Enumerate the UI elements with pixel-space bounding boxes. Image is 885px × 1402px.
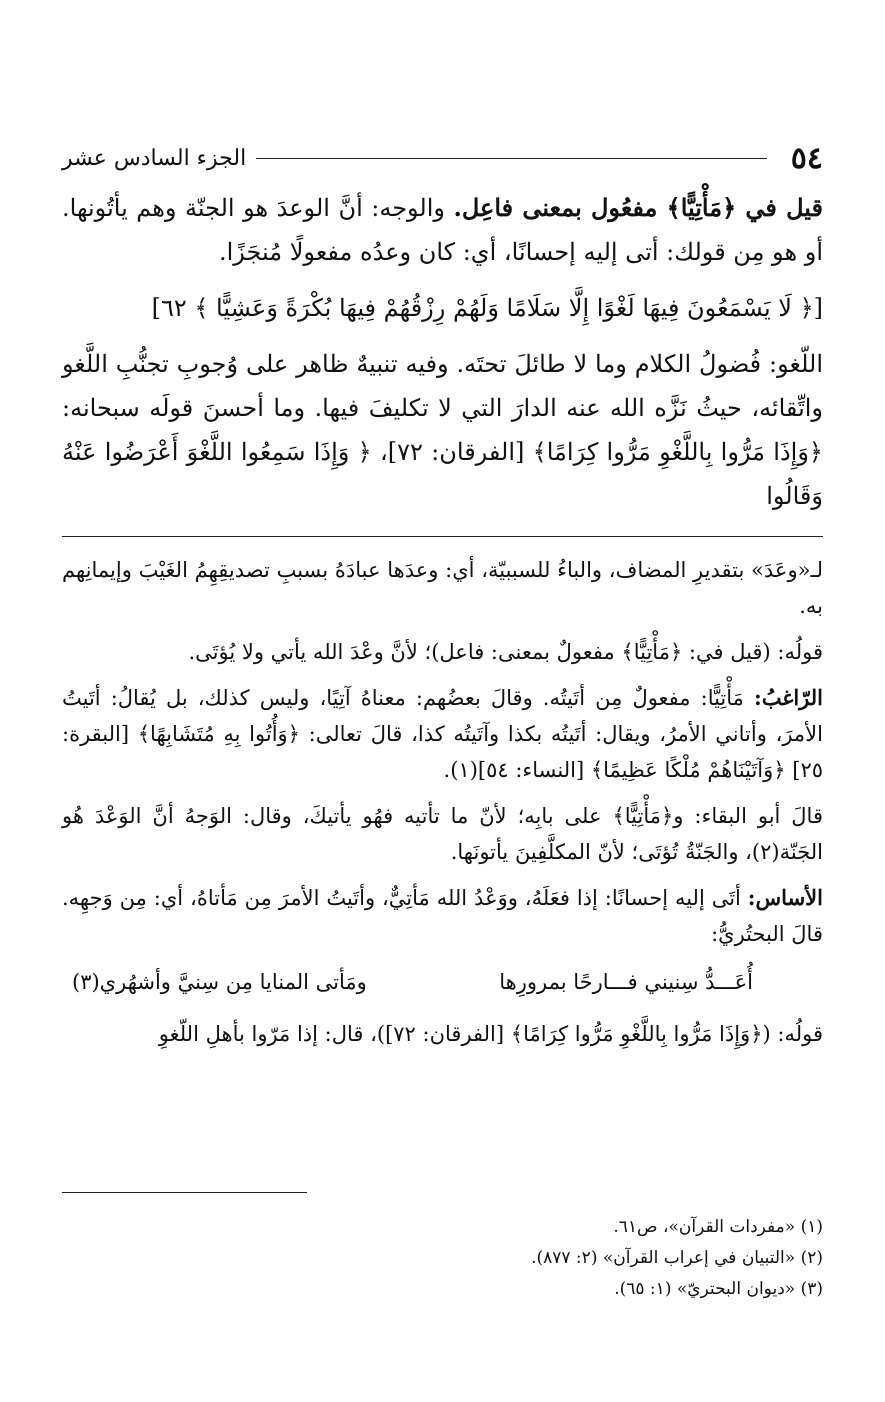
- commentary-paragraph-2: [62, 634, 823, 670]
- commentary-label-asas: الأساس:: [747, 885, 823, 910]
- commentary-paragraph-5: [62, 880, 823, 952]
- poem-verse: [62, 962, 823, 1002]
- main-paragraph-1: [62, 186, 823, 274]
- footnote-1: (١) «مفردات القرآن»، ص٦١.: [613, 1217, 823, 1237]
- commentary: [62, 552, 823, 1062]
- header-rule: [256, 158, 767, 159]
- commentary-paragraph-3-rest: مَأْتِيًّا: مفعولٌ مِن أتَيتُه. وقالَ بعضُهم: معناهُ آتِيًا، وليس كذلك، بل يُقالُ: أتَيتُ الأمرَ، وأتاني الأمرُ، ويقال: أتَيتُه بكذا وآتَيتُه كذا، قالَ تعالى: ﴿وَأُتُوا بِهِ مُتَشَابِهًا﴾ [البقرة: ٢٥] ﴿وَآتَيْنَاهُمْ مُلْكًا عَظِيمًا﴾ [النساء: ٥٤](١).: [62, 686, 823, 782]
- commentary-label-raghib: الرّاغبُ:: [753, 685, 823, 710]
- commentary-paragraph-5-rest: أتَى إليه إحسانًا: إذا فعَلَهُ، ووَعْدُ الله مَأتِيٌّ، وأتَيتُ الأمرَ مِن مَأتاهُ، أي: مِن وَجهِه. قالَ البحتُريُّ:: [62, 886, 823, 946]
- page-number: ٥٤: [790, 140, 823, 176]
- footnote-2: (٢) «التبيان في إعراب القرآن» (٢: ٨٧٧).: [531, 1248, 823, 1268]
- commentary-paragraph-3: [62, 680, 823, 788]
- commentary-paragraph-1: لـ«وعَدَ» بتقديرِ المضاف، والباءُ للسببيّة، أي: وعدَها عبادَهُ بسببِ تصديقِهِمُ الغَيْبَ وإيمانِهم به.: [62, 558, 823, 618]
- poem-first-hemistich: أُعَـــدُّ سِنيني فـــارحًا بمرورِها: [499, 970, 753, 994]
- commentary-paragraph-6: قولُه: (﴿وَإِذَا مَرُّوا بِاللَّغْوِ مَرُّوا كِرَامًا﴾ [الفرقان: ٧٢])، قال: إذا مَرّوا بأهلِ اللّغوِ: [158, 1022, 823, 1046]
- footnote-rule: [62, 1192, 307, 1193]
- commentary-quote-2: قولُه: (قيل في: ﴿مَأْتِيًّا﴾ مفعولٌ بمعنى: فاعل): [431, 640, 823, 664]
- footnotes: [62, 1212, 823, 1305]
- main-text: [62, 186, 823, 518]
- main-paragraph-1-rest: والوجه: أنَّ الوعدَ هو الجنّة وهم يأتُونها. أو هو مِن قولك: أتى إليه إحسانًا، أي: كان وعدُه مفعولًا مُنجَزًا.: [62, 194, 823, 266]
- commentary-paragraph-2-rest: ؛ لأنَّ وعْدَ الله يأتي ولا يُؤتَى.: [188, 640, 432, 664]
- commentary-paragraph-4: قالَ أبو البقاء: و﴿مَأْتِيًّا﴾ على بابِه؛ لأنّ ما تأتيه فهُو يأتيكَ، وقال: الوَجهُ أنَّ الوَعْدَ هُو الجَنّة(٢)، والجَنّةُ تُؤتَى؛ لأنّ المكلَّفِينَ يأتونَها.: [62, 804, 823, 864]
- footnote-3: (٣) «ديوان البحتريّ» (١: ٦٥).: [614, 1279, 823, 1299]
- main-paragraph-2: اللّغو: فُضولُ الكلام وما لا طائلَ تحتَه. وفيه تنبيهٌ ظاهر على وُجوبِ تجنُّبِ اللَّغو واتِّقائه، حيثُ نَزَّه الله عنه الدارَ التي لا تكليفَ فيها. وما أحسنَ قولَه سبحانه: ﴿وَإِذَا مَرُّوا بِاللَّغْوِ مَرُّوا كِرَامًا﴾ [الفرقان: ٧٢]، ﴿ وَإِذَا سَمِعُوا اللَّغْوَ أَعْرَضُوا عَنْهُ وَقَالُوا: [62, 350, 823, 510]
- poem-second-hemistich: ومَأتى المنايا مِن سِنيَّ وأشهُري(٣): [72, 970, 367, 994]
- running-title: الجزء السادس عشر: [62, 145, 247, 171]
- quran-verse-62: [﴿ لَا يَسْمَعُونَ فِيهَا لَغْوًا إِلَّا سَلَامًا وَلَهُمْ رِزْقُهُمْ فِيهَا بُكْرَةً وَعَشِيًّا ﴾ ٦٢]: [151, 294, 823, 322]
- main-paragraph-1-bold: قيل في ﴿مَأْتِيًّا﴾ مفعُول بمعنى فاعِل.: [453, 193, 824, 222]
- page-header: [62, 138, 823, 178]
- text-divider: [62, 536, 823, 537]
